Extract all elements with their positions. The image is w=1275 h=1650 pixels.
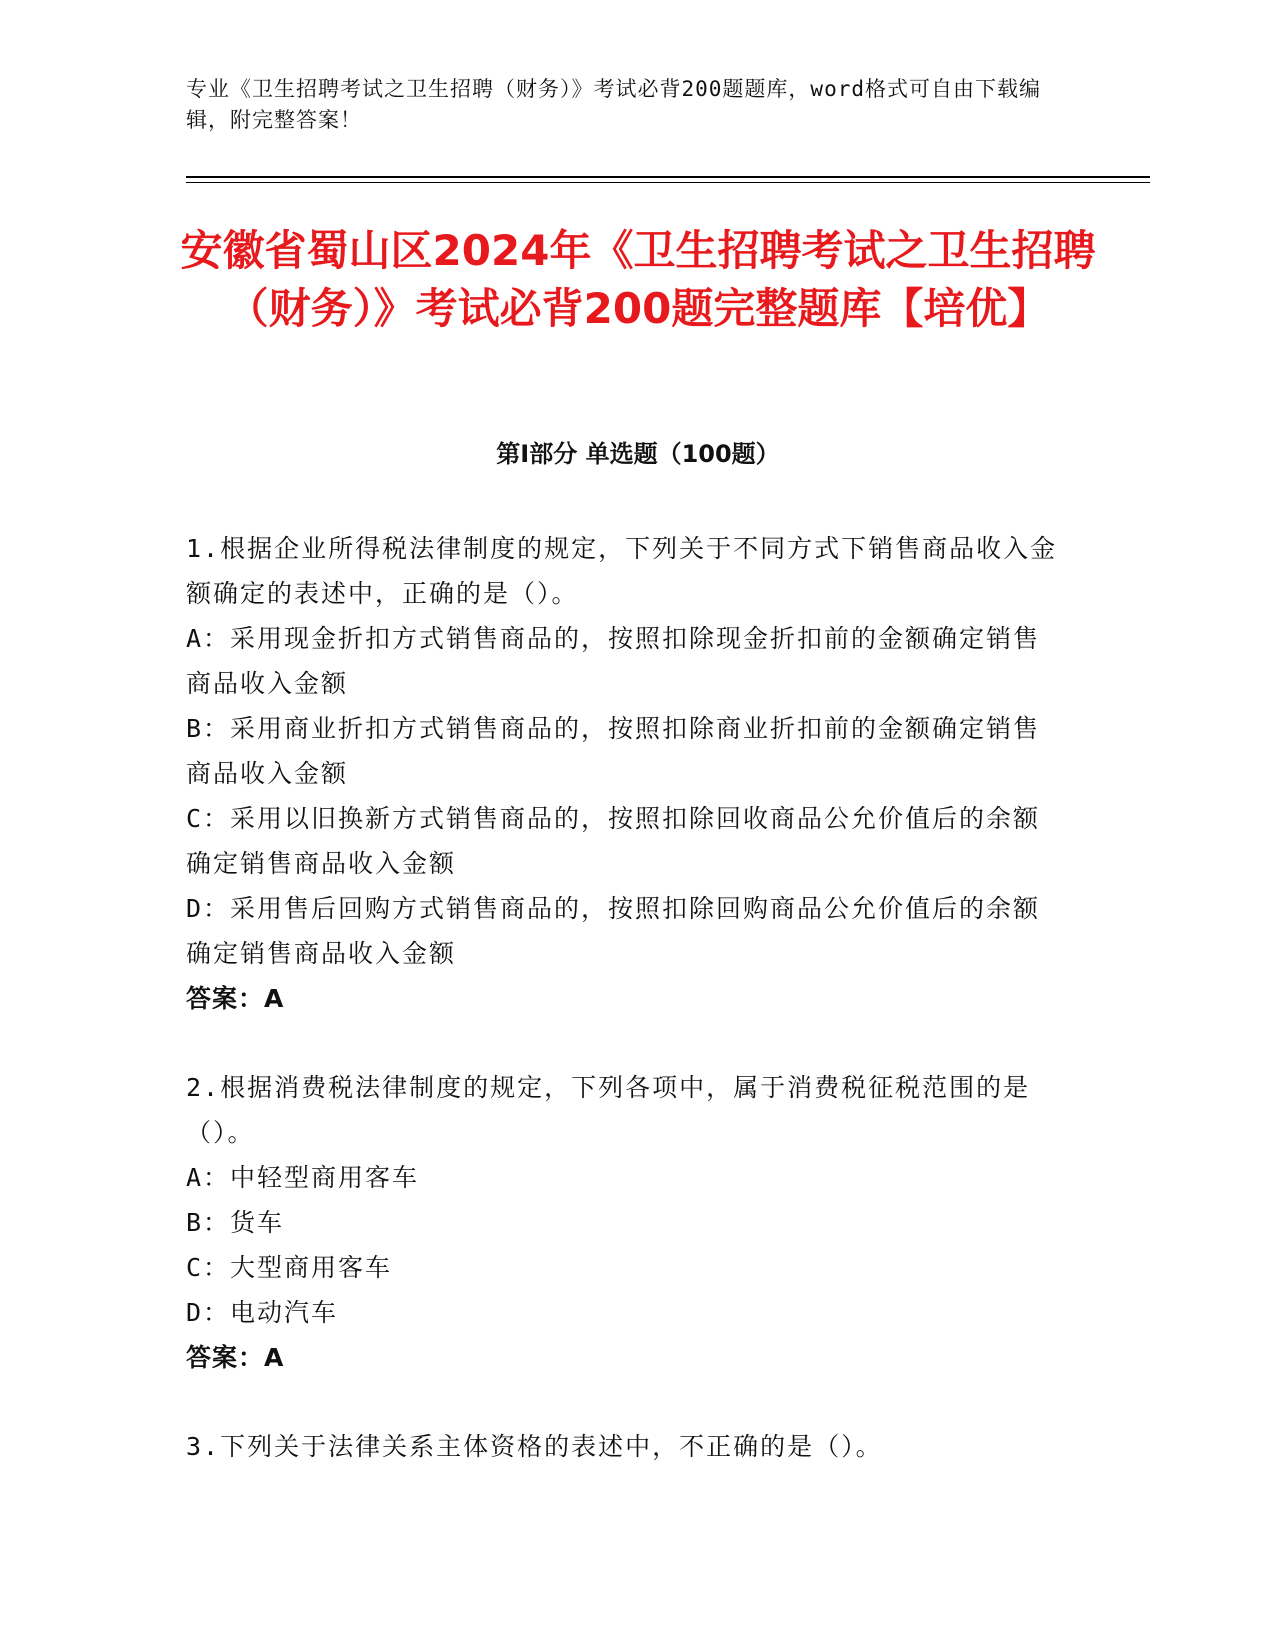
document-title: 安徽省蜀山区2024年《卫生招聘考试之卫生招聘（财务）》考试必背200题完整题库【培优】 [180, 226, 1096, 333]
question-2 [186, 1065, 1066, 1380]
option-d: D：电动汽车 [186, 1298, 339, 1327]
header-note: 专业《卫生招聘考试之卫生招聘（财务）》考试必背200题题库，word格式可自由下载编辑，附完整答案！ [186, 77, 1041, 132]
question-stem: 1.根据企业所得税法律制度的规定，下列关于不同方式下销售商品收入金额确定的表述中，正确的是（）。 [186, 534, 1058, 608]
answer: 答案：A [186, 1343, 285, 1372]
option-c: C：大型商用客车 [186, 1253, 393, 1282]
section-heading: 第Ⅰ部分 单选题（100题） [496, 440, 780, 468]
option-b: B：采用商业折扣方式销售商品的，按照扣除商业折扣前的金额确定销售商品收入金额 [186, 714, 1041, 788]
header-divider-thick [186, 176, 1150, 178]
question-stem: 3.下列关于法律关系主体资格的表述中，不正确的是（）。 [186, 1432, 883, 1461]
question-3 [186, 1424, 1066, 1469]
option-b: B：货车 [186, 1208, 285, 1237]
option-c: C：采用以旧换新方式销售商品的，按照扣除回收商品公允价值后的余额确定销售商品收入金额 [186, 804, 1041, 878]
question-1 [186, 526, 1066, 1021]
option-a: A：中轻型商用客车 [186, 1163, 420, 1192]
option-d: D：采用售后回购方式销售商品的，按照扣除回购商品公允价值后的余额确定销售商品收入金额 [186, 894, 1041, 968]
option-a: A：采用现金折扣方式销售商品的，按照扣除现金折扣前的金额确定销售商品收入金额 [186, 624, 1041, 698]
header-divider-thin [186, 182, 1150, 183]
question-stem: 2.根据消费税法律制度的规定，下列各项中，属于消费税征税范围的是（）。 [186, 1073, 1031, 1147]
answer: 答案：A [186, 984, 285, 1013]
question-list [186, 526, 1066, 1469]
